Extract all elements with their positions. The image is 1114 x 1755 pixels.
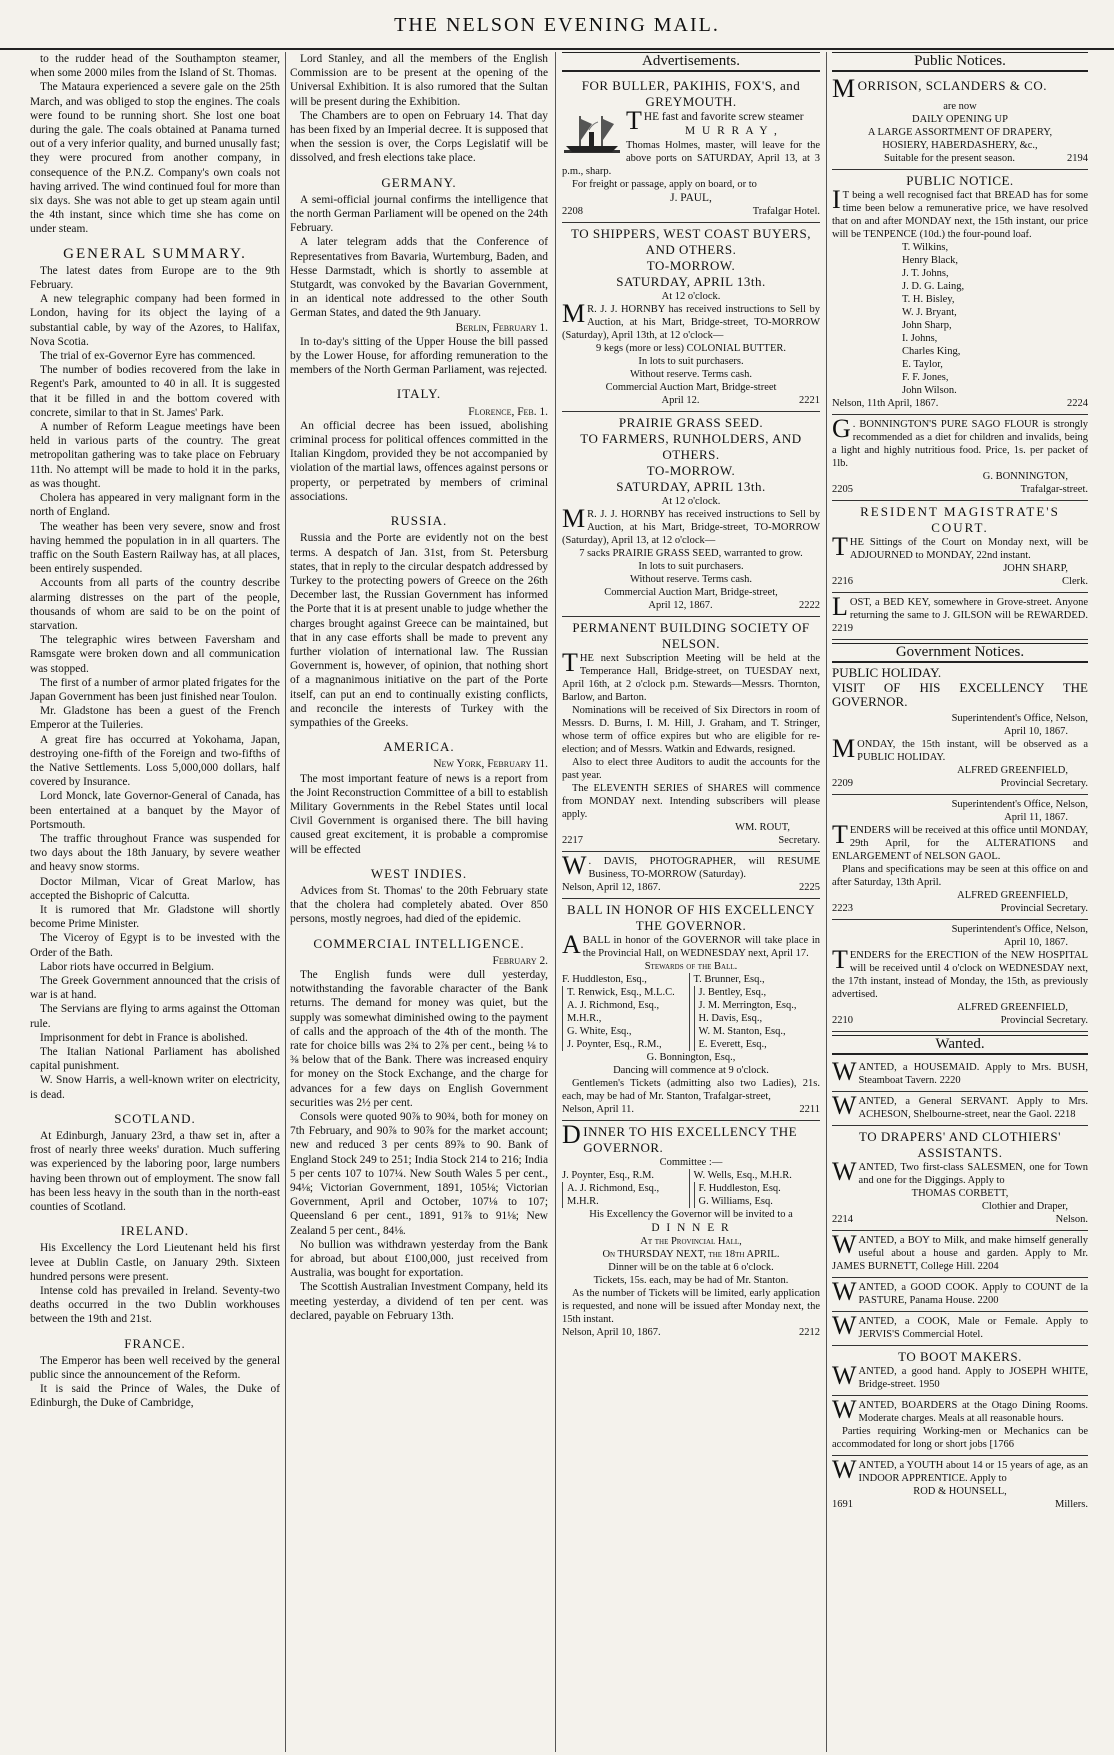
notice-office: Superintendent's Office, Nelson,	[951, 713, 1088, 725]
ad-text: BALL in honor of the GOVERNOR will take place in the Provincial Hall, on WEDNESDAY next, April 17.	[582, 934, 820, 959]
notice-signer: ALFRED GREENFIELD,	[957, 1002, 1068, 1014]
wanted-signer: ROD & HOUNSELL,	[913, 1486, 1007, 1498]
paragraph: The number of bodies recovered from the lake in Regent's Park, amounted to 40 in all. It is suggested that it be filled in and the bottom covered with concrete, similar to that in St. James' Park.	[30, 364, 280, 419]
wanted-number: 2214	[832, 1214, 853, 1226]
section-heading: ITALY.	[396, 386, 442, 402]
drop-cap: M	[832, 74, 856, 104]
ad-date: Nelson, April 10, 1867.	[562, 1327, 661, 1339]
notice-role: Provincial Secretary.	[1000, 1015, 1088, 1027]
article-intro	[30, 52, 280, 237]
paragraph: The Mataura experienced a severe gale on the 25th March, and was obliged to stop the engines. The coals were found to be running short. She lost one boat during the gale. The coals obtained at Panama turned out of a very inferior quality, and burned unusally fast; they were procured from another company, in consequence of the P.N.Z. Company's own coals not having arrived. The wind continued foul for more than six days. She was not able to get up steam again until the 4th instant, since which time she has come on under steam.	[30, 81, 280, 236]
drop-cap: W	[832, 1057, 857, 1087]
wanted-heading-text: TO DRAPERS' AND CLOTHIERS' ASSISTANTS.	[859, 1129, 1061, 1161]
notice-date: April 10, 1867.	[1003, 937, 1068, 949]
ad-signer: WM. ROUT,	[735, 821, 790, 833]
ad-number: 2217	[562, 834, 583, 846]
paragraph: No bullion was withdrawn yesterday from the Bank for abroad, but about £100,000, just received from Australia, was bought for exportation.	[290, 1238, 548, 1280]
notice-text: A LARGE ASSORTMENT OF DRAPERY,	[867, 127, 1053, 139]
notice-number: 2210	[832, 1015, 853, 1027]
notice-text: DAILY OPENING UP	[912, 114, 1008, 126]
paragraph: The telegraphic wires between Faversham and Ramsgate were broken down and all communication was stopped.	[30, 634, 280, 675]
list-item: J. Poynter, Esq., R.M.,	[562, 1038, 689, 1051]
article-commercial	[290, 968, 548, 1323]
column-rule	[826, 52, 827, 1752]
paragraph: Mr. Gladstone has been a guest of the French Emperor at the Tuileries.	[30, 705, 280, 732]
ad-number: 2208	[562, 205, 583, 217]
list-item: W. M. Stanton, Esq.,	[694, 1025, 821, 1038]
paragraph: The latest dates from Europe are to the 9th February.	[30, 264, 280, 292]
ad-date: Nelson, April 11.	[562, 1103, 634, 1115]
drop-cap: M	[562, 503, 586, 533]
wanted-role: Clothier and Draper,	[981, 1201, 1068, 1213]
list-item: E. Everett, Esq.,	[694, 1038, 821, 1051]
ad-text: Thomas Holmes, master, will leave for the above ports on SATURDAY, April 13, at 3 p.m., sharp.	[562, 139, 820, 177]
list-item: J. Poynter, Esq., R.M.	[562, 1169, 655, 1181]
wanted-text: ANTED, a BOY to Milk, and make himself generally useful about a house and garden. Apply to Mr. JAMES BURNETT, College Hill.	[832, 1235, 1088, 1273]
ad-dinner: D I N N E R	[651, 1221, 731, 1234]
notice-heading: RESIDENT MAGISTRATE'S COURT.	[860, 504, 1060, 536]
notice-office: Superintendent's Office, Nelson,	[951, 924, 1088, 936]
section-heading: IRELAND.	[120, 1223, 190, 1239]
paragraph: A great fire has occurred at Yokohama, Japan, destroying one-fifth of the Foreign and two-fifths of the Native Settlements. Loss 5,000,000 dollars, half covered by Insurance.	[30, 733, 280, 789]
notice-hospital-tenders	[832, 920, 1088, 1032]
list-item: John Wilson.	[902, 385, 957, 397]
section-heading: RUSSIA.	[390, 513, 448, 529]
paragraph: It is said the Prince of Wales, the Duke of Edinburgh, the Duke of Cambridge,	[30, 1383, 280, 1410]
notice-morrison-sclanders	[832, 75, 1088, 170]
wanted-servant	[832, 1092, 1088, 1126]
notice-role: Provincial Secretary.	[1000, 778, 1088, 790]
ad-mart: Commercial Auction Mart, Bridge-street,	[604, 586, 778, 598]
list-item: J. M. Merrington, Esq.,	[694, 999, 821, 1012]
wanted-text: ANTED, a GOOD COOK. Apply to COUNT de la PASTURE, Panama House.	[858, 1282, 1088, 1307]
wanted-number: 1766	[992, 1439, 1014, 1451]
notice-gaol-tenders	[832, 795, 1088, 920]
paragraph: Doctor Milman, Vicar of Great Marlow, has accepted the Bishopric of Calcutta.	[30, 875, 280, 902]
paragraph: The trial of ex-Governor Eyre has commenced.	[40, 350, 256, 363]
newspaper-title: THE NELSON EVENING MAIL.	[394, 14, 720, 36]
article-scotland	[30, 1129, 280, 1214]
section-heading: GERMANY.	[381, 174, 457, 190]
column-3	[562, 52, 820, 1752]
ad-heading: FOR BULLER, PAKIHIS, FOX'S, and GREYMOUTH.	[581, 78, 801, 110]
column-rule	[285, 52, 286, 1752]
ad-subheading: SATURDAY, APRIL 13th.	[616, 273, 766, 289]
list-item: J. T. Johns,	[902, 268, 949, 280]
ad-signer: J. PAUL,	[670, 191, 712, 204]
list-item: G. Williams, Esq.	[694, 1195, 821, 1208]
paragraph: Advices from St. Thomas' to the 20th February state that the cholera had completely abated. Over 850 persons, mostly negroes, had died of the epidemic.	[290, 884, 548, 926]
notice-signer: ALFRED GREENFIELD,	[957, 890, 1068, 902]
list-item: T. Renwick, Esq., M.L.C.	[562, 986, 689, 999]
notice-role: Provincial Secretary.	[1000, 903, 1088, 915]
signers-list	[902, 241, 1088, 397]
ad-text: As the number of Tickets will be limited, early application is requested, and none will be issued after Monday next, the 15th instant.	[562, 1288, 820, 1326]
wanted-place: Nelson.	[1055, 1214, 1088, 1226]
notice-signer: G. BONNINGTON,	[982, 471, 1068, 483]
ad-hall: At the Provincial Hall,	[640, 1236, 742, 1248]
ad-place: Trafalgar Hotel.	[752, 205, 820, 217]
notice-place: Trafalgar-street.	[1020, 484, 1088, 496]
stewards-heading: Stewards of the Ball.	[644, 960, 738, 972]
list-item: I. Johns,	[902, 333, 938, 345]
wanted-good-cook	[832, 1278, 1088, 1312]
notice-date: Nelson, 11th April, 1867.	[832, 398, 939, 410]
wanted-text: ANTED, a YOUTH about 14 or 15 years of age, as an INDOOR APPRENTICE. Apply to	[858, 1460, 1088, 1485]
drop-cap: W	[832, 1455, 857, 1485]
paragraph: It is rumored that Mr. Gladstone will shortly become Prime Minister.	[30, 903, 280, 931]
column-1	[30, 52, 280, 1752]
article-continued	[290, 52, 548, 166]
notice-text: . BONNINGTON'S PURE SAGO FLOUR is strongly recommended as a diet for children and invalids, being a light and highly nutritious food. Price, 1s. per packet of 1lb.	[832, 419, 1088, 470]
article-germany	[290, 193, 548, 321]
drop-cap: A	[562, 929, 581, 959]
drop-cap: G	[832, 414, 851, 444]
section-heading: FRANCE.	[124, 1335, 186, 1351]
ad-date: April 12, 1867.	[648, 599, 713, 611]
paragraph: The first of a number of armor plated frigates for the Japan Government has been just finished near Toulon.	[30, 676, 280, 703]
ad-number: 2211	[799, 1103, 820, 1115]
notice-date: April 10, 1867.	[1003, 726, 1068, 738]
list-item: Henry Black,	[902, 255, 958, 267]
drop-cap: L	[832, 592, 848, 622]
notice-text: OST, a BED KEY, somewhere in Grove-street. Anyone returning the same to J. GILSON will be REWARDED.	[849, 597, 1088, 622]
ad-prairie-grass-seed	[562, 412, 820, 617]
wanted-signer: THOMAS CORBETT,	[911, 1188, 1009, 1200]
notice-number: 2223	[832, 903, 853, 915]
list-item: A. J. Richmond, Esq.,	[562, 999, 689, 1012]
ad-date: April 12.	[661, 394, 700, 406]
article-france	[30, 1354, 280, 1411]
drop-cap: T	[832, 532, 848, 562]
advertisements-heading: Advertisements.	[562, 52, 820, 72]
drop-cap: T	[832, 945, 848, 975]
notice-signer: JOHN SHARP,	[1003, 563, 1068, 575]
column-4	[832, 52, 1088, 1752]
paragraph: In to-day's sitting of the Upper House the bill passed by the Lower House, for affording remuneration to the members of the North German Parliament, was rejected.	[290, 335, 548, 377]
drop-cap: W	[562, 850, 587, 880]
notice-heading: PUBLIC NOTICE.	[906, 173, 1014, 189]
ad-davis-photographer	[562, 852, 820, 899]
list-item: E. Taylor,	[902, 359, 943, 371]
notice-number: 2219	[832, 623, 853, 635]
ad-terms: Without reserve. Terms cash.	[630, 368, 752, 380]
wanted-number: 2220	[939, 1075, 961, 1087]
paragraph: The Viceroy of Egypt is to be invested with the Order of the Bath.	[30, 932, 280, 959]
paragraph: A number of Reform League meetings have been held in various parts of the country. The great metropolitan gathering was to take place on February 11th. No attempt will be made to hold it in the parks, as was thought.	[30, 421, 280, 490]
ad-number: 2221	[798, 394, 820, 406]
notice-heading: PUBLIC HOLIDAY.	[832, 665, 942, 681]
wanted-cook	[832, 1312, 1088, 1346]
notice-signer: ALFRED GREENFIELD,	[957, 765, 1068, 777]
notice-heading: VISIT OF HIS EXCELLENCY THE GOVERNOR.	[832, 679, 1088, 709]
article-ireland	[30, 1241, 280, 1326]
ad-text: The ELEVENTH SERIES of SHARES will commence from MONDAY next. Intending subscribers will please apply.	[562, 782, 820, 820]
wanted-heading: Wanted.	[832, 1035, 1088, 1055]
wanted-text: ANTED, a good hand. Apply to JOSEPH WHITE, Bridge-street.	[858, 1366, 1088, 1391]
paragraph: At Edinburgh, January 23rd, a thaw set in, after a frost of nearly three weeks' duration. Much suffering was experienced by the laboring poor, large numbers having been thrown out of employment. The snow fall has been less heavy in the south than in the north-east counties of Scotland.	[30, 1130, 280, 1214]
ad-text: Dinner will be on the table at 6 o'clock.	[608, 1262, 774, 1274]
wanted-number: 2200	[977, 1295, 999, 1307]
government-notices-heading: Government Notices.	[832, 643, 1088, 663]
ad-lots: In lots to suit purchasers.	[638, 560, 744, 572]
ad-subheading: TO-MORROW.	[646, 462, 736, 478]
drop-cap: W	[832, 1230, 857, 1260]
article-germany-2	[290, 335, 548, 378]
paragraph: Consols were quoted 90⅞ to 90¾, both for money on 7th February, and 90⅞ to 90⅞ for the market account; new and reduced 3 per cents 89⅞ to 90. Bank of England Stock 249 to 251; India Stock 214 to 216; India 5 per cents 107 to 107¼. New South Wales 5 per cent., 94⅛; Victorian Government, 1891, 105⅛; Victorian Government, April and October, 107⅛ to 107; Queensland 6 per cent., 1891, 91⅞ to 91⅛; New Zealand 5 per cent., 84⅛.	[290, 1111, 548, 1237]
ad-building-society	[562, 617, 820, 852]
paragraph: Imprisonment for debt in France is abolished.	[40, 1031, 248, 1044]
notice-text: Plans and specifications may be seen at this office on and after Saturday, 13th April.	[832, 864, 1088, 889]
dateline: February 2.	[492, 954, 548, 967]
notice-role: Clerk.	[1062, 576, 1088, 588]
ad-lots: In lots to suit purchasers.	[638, 355, 744, 367]
drop-cap: W	[832, 1277, 857, 1307]
wanted-text: ANTED, a HOUSEMAID. Apply to Mrs. BUSH, Steamboat Tavern.	[858, 1062, 1088, 1087]
ad-date: Nelson, April 12, 1867.	[562, 881, 661, 893]
notice-text: ENDERS for the ERECTION of the NEW HOSPITAL will be received until 4 o'clock on WEDNESDAY next, the 17th instant, instead of Monday, the 15th, as previously advertised.	[832, 950, 1088, 1001]
notice-number: 2194	[1066, 153, 1088, 165]
ad-text: R. J. J. HORNBY has received instructions to Sell by Auction, at his Mart, Bridge-street, TO-MORROW (Saturday), April 13th, at 12 o'clock—	[562, 303, 820, 341]
drop-cap: W	[832, 1311, 857, 1341]
list-item: M.H.R.	[562, 1195, 689, 1208]
ad-terms: Without reserve. Terms cash.	[630, 573, 752, 585]
steward: G. Bonnington, Esq.,	[646, 1051, 736, 1063]
drop-cap: M	[832, 734, 856, 764]
ad-text: HE fast and favorite screw steamer	[643, 111, 804, 124]
wanted-salesmen	[832, 1126, 1088, 1231]
list-item: H. Davis, Esq.,	[694, 1012, 821, 1025]
ad-role: Secretary.	[778, 834, 820, 846]
paragraph: The Scottish Australian Investment Company, held its meeting yesterday, a dividend of ten per cent. was declared, payable on February 13th.	[290, 1281, 548, 1322]
dateline: Florence, Feb. 1.	[468, 405, 548, 418]
ad-text: Gentlemen's Tickets (admitting also two Ladies), 21s. each, may be had of Mr. Stanton, Trafalgar-street,	[562, 1077, 820, 1102]
drop-cap: W	[832, 1395, 857, 1425]
wanted-text: ANTED, Two first-class SALESMEN, one for Town and one for the Diggings. Apply to	[858, 1162, 1088, 1187]
ad-subheading: SATURDAY, APRIL 13th.	[616, 478, 766, 494]
paragraph: Accounts from all parts of the country describe alarming distresses on the part of the people, thousands of whom are said to be on the point of starvation.	[30, 577, 280, 632]
committee-right	[689, 1169, 821, 1208]
masthead	[0, 0, 1114, 50]
drop-cap: D	[562, 1119, 582, 1149]
list-item: F. Huddleston, Esq.,	[562, 973, 647, 985]
ad-number: 2222	[798, 599, 820, 611]
ad-time: At 12 o'clock.	[661, 495, 721, 507]
ship-name: M U R R A Y ,	[685, 125, 779, 138]
ad-governor-ball	[562, 899, 820, 1121]
ad-number: 2212	[799, 1327, 820, 1339]
drop-cap: W	[832, 1361, 857, 1391]
wanted-number: 1950	[918, 1379, 940, 1391]
notice-lost-bed-key	[832, 593, 1088, 640]
paragraph: The English funds were dull yesterday, notwithstanding the favorable character of the Bank returns. The demand for money was quiet, but the supply was somewhat diminished owing to the payment of calls and the approach of the 4th of the month. The rate for choice bills was 2¾ to 2⅞ per cent., being ⅛ to ⅜ below that of the Bank. There was increased enquiry for money on the Stock Exchange, and the charge for advances for a few days on English Government securities was 2½ per cent.	[290, 968, 548, 1109]
column-rule	[555, 52, 556, 1752]
notice-text: Suitable for the present season.	[884, 153, 1015, 165]
list-item: G. White, Esq.,	[562, 1025, 689, 1038]
ad-heading: TO SHIPPERS, WEST COAST BUYERS, AND OTHERS.	[571, 225, 811, 257]
paragraph: Lord Stanley, and all the members of the English Commission are to be present at the opening of the Universal Exhibition. It is also rumored that the Sultan will be present during the Exhibition.	[290, 53, 548, 108]
paragraph: The Greek Government announced that the crisis of war is at hand.	[30, 975, 280, 1002]
list-item: T. Brunner, Esq.,	[693, 973, 765, 985]
wanted-boarders: WANTED, BOARDERS at the Otago Dining Rooms. Moderate charges. Meals at all reasonable hours. Parties requiring Working-men or Mechanics can be accommodated for long or short jobs [1766	[832, 1396, 1088, 1456]
ad-heading: INNER TO HIS EXCELLENCY THE GOVERNOR.	[583, 1123, 798, 1155]
list-item: M.H.R.,	[562, 1012, 689, 1025]
paragraph: His Excellency the Lord Lieutenant held his first levee at Dublin Castle, on January 29th. Sixteen hundred persons were present.	[30, 1242, 280, 1283]
drop-cap: W	[832, 1091, 857, 1121]
ad-when: On THURSDAY NEXT, the 18th APRIL.	[602, 1249, 780, 1261]
article-general-summary	[30, 264, 280, 1102]
paragraph: The Servians are flying to arms against the Ottoman rule.	[30, 1003, 280, 1030]
notice-bread-price	[832, 170, 1088, 415]
paragraph: W. Snow Harris, a well-known writer on electricity, is dead.	[30, 1074, 280, 1101]
ad-colonial-butter	[562, 223, 820, 412]
paragraph: A later telegram adds that the Conference of Representatives from Bavaria, Wurtemburg, Baden, and Hesse Darmstadt, which is shortly to assemble at Stutgardt, was convoked by the Bavarian Government, in an identical note addressed to the other South German States, and dated the 9th January.	[290, 236, 548, 320]
paragraph: Intense cold has prevailed in Ireland. Seventy-two deaths occurred in the two Dublin workhouses between the 19th and 21st.	[30, 1285, 280, 1326]
article-italy	[290, 419, 548, 504]
ad-text: R. J. J. HORNBY has received instructions to Sell by Auction, at his Mart, Bridge-street, TO-MORROW (Saturday), April 13, at 12 o'clock—	[562, 508, 820, 546]
dateline: New York, February 11.	[433, 758, 548, 771]
list-item: T. H. Bisley,	[902, 294, 955, 306]
ad-heading: TO FARMERS, RUNHOLDERS, AND OTHERS.	[580, 430, 802, 462]
paragraph: Labor riots have occurred in Belgium.	[40, 960, 214, 973]
drop-cap: W	[832, 1157, 857, 1187]
paragraph: The Italian National Parliament has abolished capital punishment.	[30, 1046, 280, 1073]
list-item: J. D. G. Laing,	[902, 281, 965, 293]
drop-cap: T	[562, 647, 578, 677]
ad-heading: BALL IN HONOR OF HIS EXCELLENCY THE GOVERNOR.	[567, 901, 815, 933]
paragraph: The traffic throughout France was suspended for two days about the 18th January, by severe weather and heavy snow storms.	[30, 832, 280, 874]
list-item: W. Wells, Esq., M.H.R.	[693, 1169, 792, 1181]
notice-number: 2209	[832, 778, 853, 790]
public-notices-heading: Public Notices.	[832, 52, 1088, 72]
ad-text: . DAVIS, PHOTOGRAPHER, will RESUME Business, TO-MORROW (Saturday).	[588, 855, 820, 880]
notice-date: April 11, 1867.	[1004, 812, 1068, 824]
notice-text: HE Sittings of the Court on Monday next, will be ADJOURNED to MONDAY, 22nd instant.	[849, 537, 1088, 562]
wanted-youth	[832, 1456, 1088, 1515]
notice-text: are now	[943, 101, 977, 113]
ad-text: For freight or passage, apply on board, or to	[572, 178, 757, 190]
paragraph: A semi-official journal confirms the intelligence that the north German Parliament will be opened on the 24th February.	[290, 193, 548, 235]
notice-office: Superintendent's Office, Nelson,	[951, 799, 1088, 811]
paragraph: Lord Monck, late Governor-General of Canada, has been entertained at a banquet by the Mayor of Portsmouth.	[30, 790, 280, 831]
list-item: J. Bentley, Esq.,	[694, 986, 821, 999]
stewards-right	[689, 973, 821, 1051]
ad-text: Tickets, 15s. each, may be had of Mr. Stanton.	[593, 1275, 789, 1287]
section-heading: AMERICA.	[383, 739, 455, 755]
committee-left	[562, 1169, 689, 1208]
list-item: Charles King,	[902, 346, 961, 358]
section-heading: GENERAL SUMMARY.	[63, 245, 247, 262]
committee-heading: Committee :—	[659, 1156, 723, 1168]
wanted-text: ANTED, a COOK, Male or Female. Apply to JERVIS'S Commercial Hotel.	[858, 1316, 1088, 1341]
paragraph: The Emperor has been well received by the general public since the announcement of the Reform.	[30, 1354, 280, 1382]
drop-cap: I	[832, 185, 841, 215]
steamship-icon	[562, 110, 622, 158]
notice-number: 2224	[1067, 398, 1088, 410]
paragraph: Cholera has appeared in very malignant form in the north of England.	[30, 492, 280, 519]
notice-sago-flour	[832, 415, 1088, 501]
ad-time: At 12 o'clock.	[661, 290, 721, 302]
notice-text: T being a well recognised fact that BREAD has for some time been below a remunerative price, we have resolved that on and after MONDAY next, the 15th instant, our price will be TENPENCE (10d.) the four-pound loaf.	[832, 190, 1088, 241]
wanted-number: 2204	[977, 1261, 999, 1273]
ad-governor-dinner	[562, 1121, 820, 1343]
ad-item: 9 kegs (more or less) COLONIAL BUTTER.	[595, 342, 787, 354]
article-america	[290, 772, 548, 857]
wanted-number: 1691	[832, 1499, 853, 1511]
stewards-left	[562, 973, 689, 1051]
notice-magistrates-court	[832, 501, 1088, 593]
list-item: W. J. Bryant,	[902, 307, 957, 319]
ad-heading: PERMANENT BUILDING SOCIETY OF NELSON.	[572, 619, 810, 651]
ad-text: Also to elect three Auditors to audit the accounts for the past year.	[562, 756, 820, 781]
dateline: Berlin, February 1.	[455, 321, 548, 334]
paragraph: The weather has been very severe, snow and frost having hemmed the population in in all quarters. The traffic on the South Eastern Railway has, at all places, been entirely suspended.	[30, 520, 280, 576]
ad-number: 2225	[799, 881, 820, 893]
section-heading: COMMERCIAL INTELLIGENCE.	[313, 935, 525, 951]
notice-text: ONDAY, the 15th instant, will be observed as a PUBLIC HOLIDAY.	[857, 739, 1088, 764]
paragraph: A new telegraphic company had been formed in London, having for its object the laying of a substantial cable, by way of the Azores, to Halifax, Nova Scotia.	[30, 293, 280, 348]
list-item: A. J. Richmond, Esq.,	[562, 1182, 689, 1195]
ad-steamer-murray	[562, 75, 820, 223]
notice-number: 2216	[832, 576, 853, 588]
paragraph: An official decree has been issued, abolishing criminal process for political offences committed in the Italian Kingdom, provided they be not accompanied by violation of the martial laws, offences against persons or property, or perpetrated by members of criminal associations.	[290, 419, 548, 503]
section-heading: WEST INDIES.	[370, 865, 468, 881]
paragraph: to the rudder head of the Southampton steamer, when some 2000 miles from the Island of St. Thomas.	[30, 53, 280, 80]
paragraph: The Chambers are to open on February 14. That day has been fixed by an Imperial decree. It is supposed that when the session is over, the Corps Legislatif will be dissolved, and fresh elections take place.	[290, 109, 548, 165]
ad-text: His Excellency the Governor will be invited to a	[589, 1208, 793, 1220]
wanted-place: Millers.	[1055, 1499, 1088, 1511]
ad-text: HE next Subscription Meeting will be held at the Temperance Hall, Bridge-street, on TUESDAY next, April 16th, at 2 o'clock p.m. Stewards—Messrs. Thornton, Barlow, and Barton.	[562, 652, 820, 703]
list-item: F. Huddleston, Esq.	[694, 1182, 821, 1195]
wanted-text: ANTED, BOARDERS at the Otago Dining Rooms. Moderate charges. Meals at all reasonable hours.	[858, 1400, 1088, 1425]
paragraph: The most important feature of news is a report from the Joint Reconstruction Committee of a bill to establish Military Governments in the Rebel States until local Civil Government is organised there. The bill having caused great excitement, it is probable a compromise will be effected	[290, 772, 548, 856]
paragraph: Russia and the Porte are evidently not on the best terms. A despatch of Jan. 31st, from St. Petersburg states, that in reply to the circular despatch addressed by Turkey to the protecting powers of Greece on the 26th December last, the Russian Government has informed the Porte that it is at present unable to judge whether the charges brought against Greece can be maintained, but that in any case efforts shall be made to prevent any further violation of international law. The Russian Government is, however, of opinion, that nothing short of a magnanimous initiative on the part of the Porte itself, can put an end to continually existing conflicts, and reconcile the interests of Turkey with the sympathies of the Greeks.	[290, 532, 548, 729]
list-item: F. F. Jones,	[902, 372, 949, 384]
section-heading: SCOTLAND.	[114, 1110, 196, 1126]
article-russia	[290, 531, 548, 730]
list-item: T. Wilkins,	[902, 242, 949, 254]
wanted-number: 2218	[1054, 1109, 1076, 1121]
notice-number: 2205	[832, 484, 853, 496]
stewards-list	[562, 973, 820, 1051]
ad-text: Dancing will commence at 9 o'clock.	[613, 1064, 769, 1076]
notice-heading: ORRISON, SCLANDERS & CO.	[857, 78, 1047, 94]
wanted-text: Parties requiring Working-men or Mechanics can be accommodated for long or short jobs	[832, 1426, 1088, 1451]
ad-heading: PRAIRIE GRASS SEED.	[618, 414, 764, 430]
notice-public-holiday	[832, 709, 1088, 795]
drop-cap: M	[562, 298, 586, 328]
wanted-boot-maker	[832, 1346, 1088, 1396]
ad-subheading: TO-MORROW.	[646, 257, 736, 273]
column-2	[290, 52, 548, 1752]
article-west-indies	[290, 884, 548, 927]
wanted-heading-text: TO BOOT MAKERS.	[898, 1349, 1022, 1365]
notice-text: HOSIERY, HABERDASHERY, &c.,	[882, 140, 1038, 152]
ad-item: 7 sacks PRAIRIE GRASS SEED, warranted to grow.	[579, 547, 803, 559]
drop-cap: T	[832, 820, 848, 850]
drop-cap: T	[626, 106, 642, 136]
ad-mart: Commercial Auction Mart, Bridge-street	[605, 381, 777, 393]
wanted-text: ANTED, a General SERVANT. Apply to Mrs. ACHESON, Shelbourne-street, near the Gaol.	[858, 1096, 1088, 1121]
ad-text: Nominations will be received of Six Directors in room of Messrs. D. Burns, I. M. Hill, J. Graham, and T. Stringer, whose term of office expires but who are eligible for re-election; and of Messrs. Watkin and Edwards, resigned.	[562, 704, 820, 755]
wanted-boy	[832, 1231, 1088, 1278]
notice-text: ENDERS will be received at this office until MONDAY, 29th April, for the ALTERATIONS and ENLARGEMENT of NELSON GAOL.	[832, 825, 1088, 863]
wanted-housemaid	[832, 1058, 1088, 1092]
list-item: John Sharp,	[902, 320, 952, 332]
committee-list	[562, 1169, 820, 1208]
